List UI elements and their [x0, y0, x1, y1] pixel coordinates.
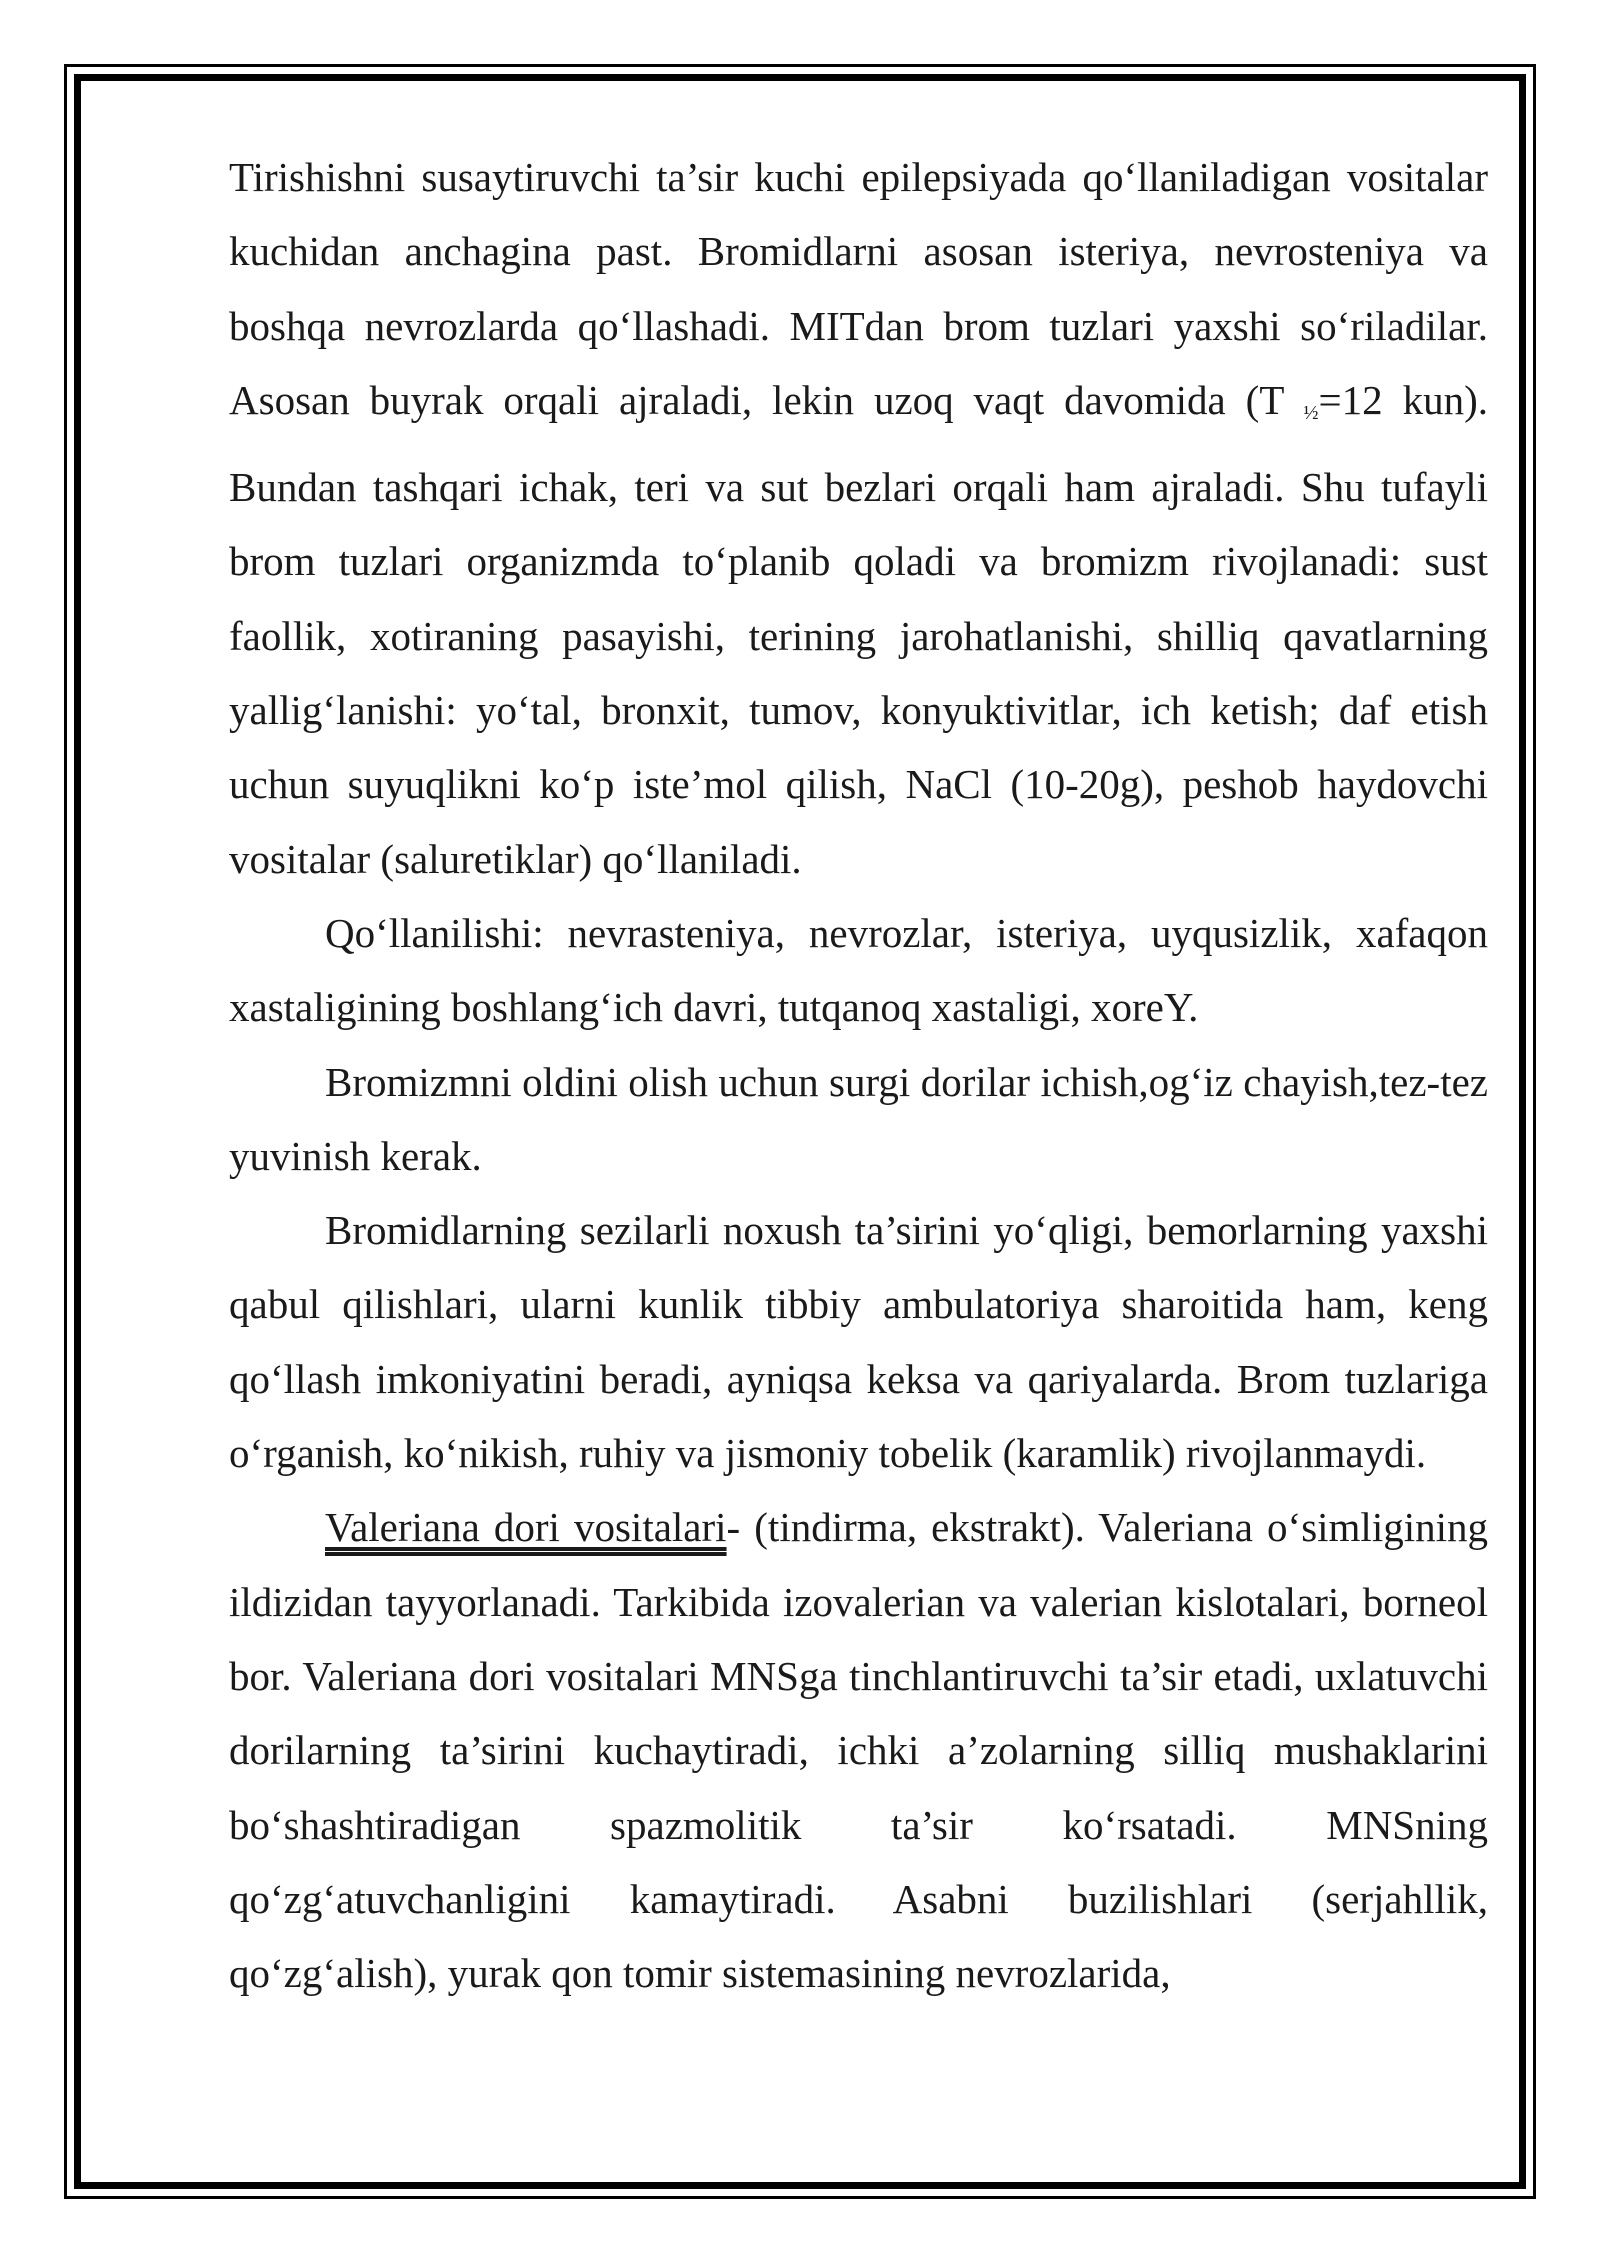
half-life-subscript: ½ — [1303, 401, 1319, 424]
paragraph-bromides-tolerance: Bromidlarning sezilarli noxush ta’sirini yo‘qligi, bemorlarning yaxshi qabul qilishlari, ularni kunlik tibbiy ambulatoriya sharoitida ham, keng qo‘llash imkoniyatini beradi, ayniqsa keksa va qariyalarda. Brom tuzlariga o‘rganish, ko‘nikish, ruhiy va jismoniy tobelik (karamlik) rivojlanmaydi. — [229, 1207, 1488, 1477]
paragraph-valeriana — [229, 1490, 1488, 2010]
valeriana-heading: Valeriana dori vositalari — [325, 1504, 727, 1551]
paragraph-bromism-prevention: Bromizmni oldini olish uchun surgi dorilar ichish,og‘iz chayish,tez-tez yuvinish kerak. — [229, 1058, 1488, 1179]
paragraph-text: Tirishishni susaytiruvchi ta’sir kuchi epilepsiyada qo‘llaniladigan vositalar kuchidan anchagina past. Bromidlarni asosan isteriya, nevrosteniya va boshqa nevrozlarda qo‘llashadi. MITdan brom tuzlari yaxshi so‘riladilar. Asosan buyrak orqali ajraladi, lekin uzoq vaqt davomida (T — [229, 154, 1488, 423]
paragraph-text: - (tindirma, ekstrakt). Valeriana o‘simligining ildizidan tayyorlanadi. Tarkibida izovalerian va valerian kislotalari, borneol bor. Valeriana dori vositalari MNSga tinchlantiruvchi ta’sir etadi, uxlatuvchi dorilarning ta’sirini kuchaytiradi, ichki a’zolarning silliq mushaklarini bo‘shashtiradigan spazmolitik ta’sir ko‘rsatadi. MNSning qo‘zg‘atuvchanligini kamaytiradi. Asabni buzilishlari (serjahllik, qo‘zg‘alish), yurak qon tomir sistemasining nevrozlarida, — [229, 1504, 1488, 1997]
paragraph-indications: Qo‘llanilishi: nevrasteniya, nevrozlar, isteriya, uyqusizlik, xafaqon xastaligining boshlang‘ich davri, tutqanoq xastaligi, xoreY. — [229, 909, 1488, 1031]
paragraph-bromides-excretion — [229, 140, 1488, 896]
paragraph-text: =12 kun). Bundan tashqari ichak, teri va sut bezlari orqali ham ajraladi. Shu tufayli brom tuzlari organizmda to‘planib qoladi va bromizm rivojlanadi: sust faollik, xotiraning pasayishi, terining jarohatlanishi, shilliq qavatlarning yallig‘lanishi: yo‘tal, bronxit, tumov, konyuktivitlar, ich ketish; daf etish uchun suyuqlikni ko‘p iste’mol qilish, NaCl (10-20g), peshob haydovchi vositalar (saluretiklar) qo‘llaniladi. — [229, 376, 1488, 882]
document-body — [229, 140, 1488, 2010]
